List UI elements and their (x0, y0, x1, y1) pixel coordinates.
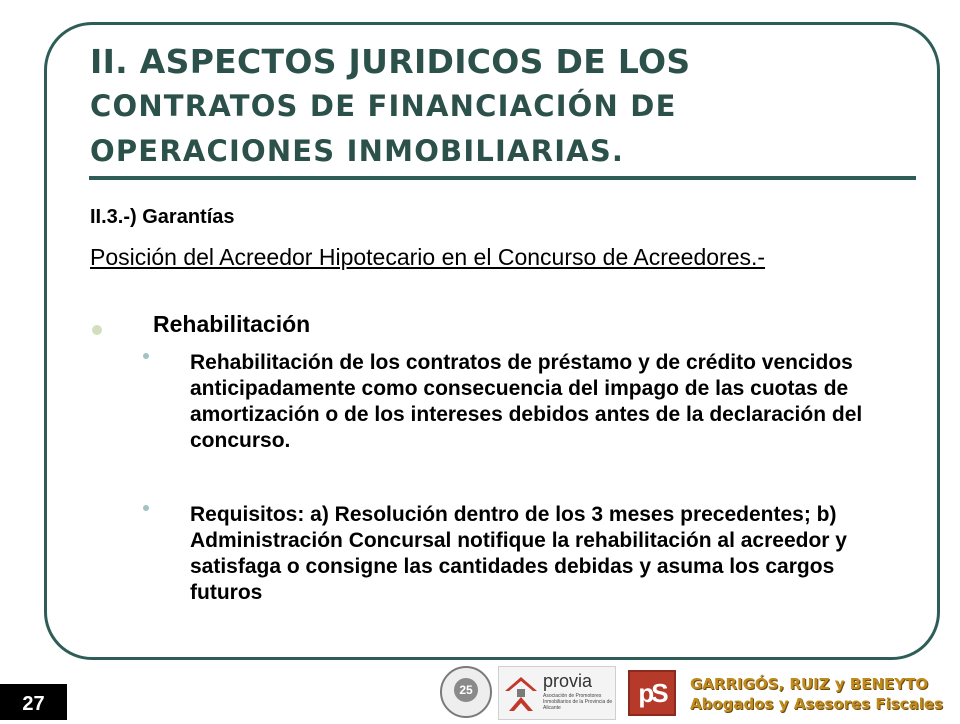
title-line-3: OPERACIONES INMOBILIARIAS. (90, 134, 625, 168)
sub-bullet-2: Requisitos: a) Resolución dentro de los 3 meses precedentes; b) Administración Concursal notifique la rehabilitación al acreedor y satisfaga o consigne las cantidades debidas y asuma los cargos futuros (190, 503, 847, 604)
provia-tagline: Asociación de Promotores Inmobiliarios de la Provincia de Alicante (543, 693, 613, 711)
firm-name-line-2: Abogados y Asesores Fiscales (690, 695, 943, 713)
provia-mark-icon (503, 673, 539, 715)
slide-title (90, 40, 920, 173)
sub-bullet-dot-icon (143, 353, 149, 359)
firm-monogram: pS (638, 678, 666, 708)
sub-bullet-1: Rehabilitación de los contratos de préstamo y de crédito vencidos anticipadamente como consecuencia del impago de las cuotas de amortización o de los intereses debidos antes de la declaración del concurso. (190, 351, 863, 452)
page-number: 27 (0, 684, 67, 720)
anniversary-seal-logo (440, 666, 492, 718)
firm-name-line-1: GARRIGÓS, RUIZ y BENEYTO (690, 675, 929, 693)
section-label: II.3.-) Garantías (90, 206, 235, 228)
provia-logo (498, 666, 616, 720)
provia-name: provia (543, 671, 593, 691)
title-line-2: CONTRATOS DE FINANCIACIÓN DE (90, 89, 677, 123)
heading-text: Posición del Acreedor Hipotecario en el Concurso de Acreedores.- (90, 244, 766, 270)
footer-logos (438, 662, 960, 720)
firm-monogram-logo (628, 670, 676, 716)
bullet-dot-icon (92, 325, 102, 335)
seal-number: 25 (454, 678, 478, 702)
sub-bullet-dot-icon (143, 505, 149, 511)
firm-name (690, 674, 943, 714)
title-divider (89, 176, 916, 180)
title-line-1: II. ASPECTOS JURIDICOS DE LOS (90, 42, 691, 81)
bullet-main-text: Rehabilitación (153, 311, 311, 337)
